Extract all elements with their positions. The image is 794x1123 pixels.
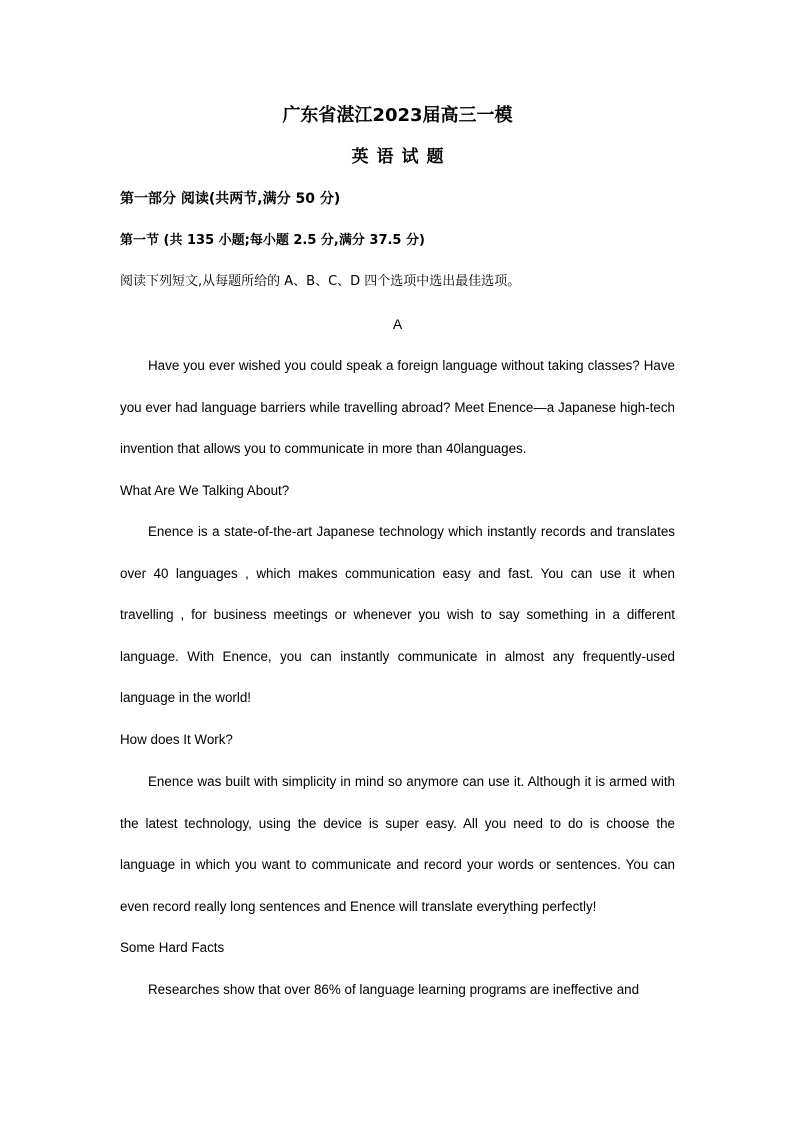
passage-paragraph-4: Researches show that over 86% of language learning programs are ineffective and [148,982,640,997]
subsection-heading: 第一节 (共 135 小题;每小题 2.5 分,满分 37.5 分) [120,233,425,248]
passage-heading-3: Some Hard Facts [120,940,225,955]
passage-heading-2: How does It Work? [120,732,233,747]
passage-paragraph-3: Enence was built with simplicity in mind so anymore can use it. Although it is armed with the latest technology, using the device is super easy. All you need to do is choose the language in which you want to communicate and record your words or sentences. You can even record really long sentences and Enence will translate everything perfectly! [120,774,675,914]
exam-subtitle: 英语试题 [351,147,452,167]
reading-instruction: 阅读下列短文,从每题所给的 A、B、C、D 四个选项中选出最佳选项。 [120,274,521,289]
section-heading: 第一部分 阅读(共两节,满分 50 分) [120,191,341,207]
exam-page [120,0,675,1123]
passage-paragraph-2: Enence is a state-of-the-art Japanese technology which instantly records and translates over 40 languages , which makes communication easy and fast. You can use it when travelling , for business meetings or whenever you wish to say something in a different language. With Enence, you can instantly communicate in almost any frequently-used language in the world! [120,524,675,706]
passage-heading-1: What Are We Talking About? [120,483,290,498]
passage-paragraph-1: Have you ever wished you could speak a foreign language without taking classes? Have you ever had language barriers while travelling abroad? Meet Enence—a Japanese high-tech invention that allows you to communicate in more than 40languages. [120,358,675,457]
exam-title: 广东省湛江2023届高三一模 [282,105,513,126]
passage-label: A [392,316,403,332]
